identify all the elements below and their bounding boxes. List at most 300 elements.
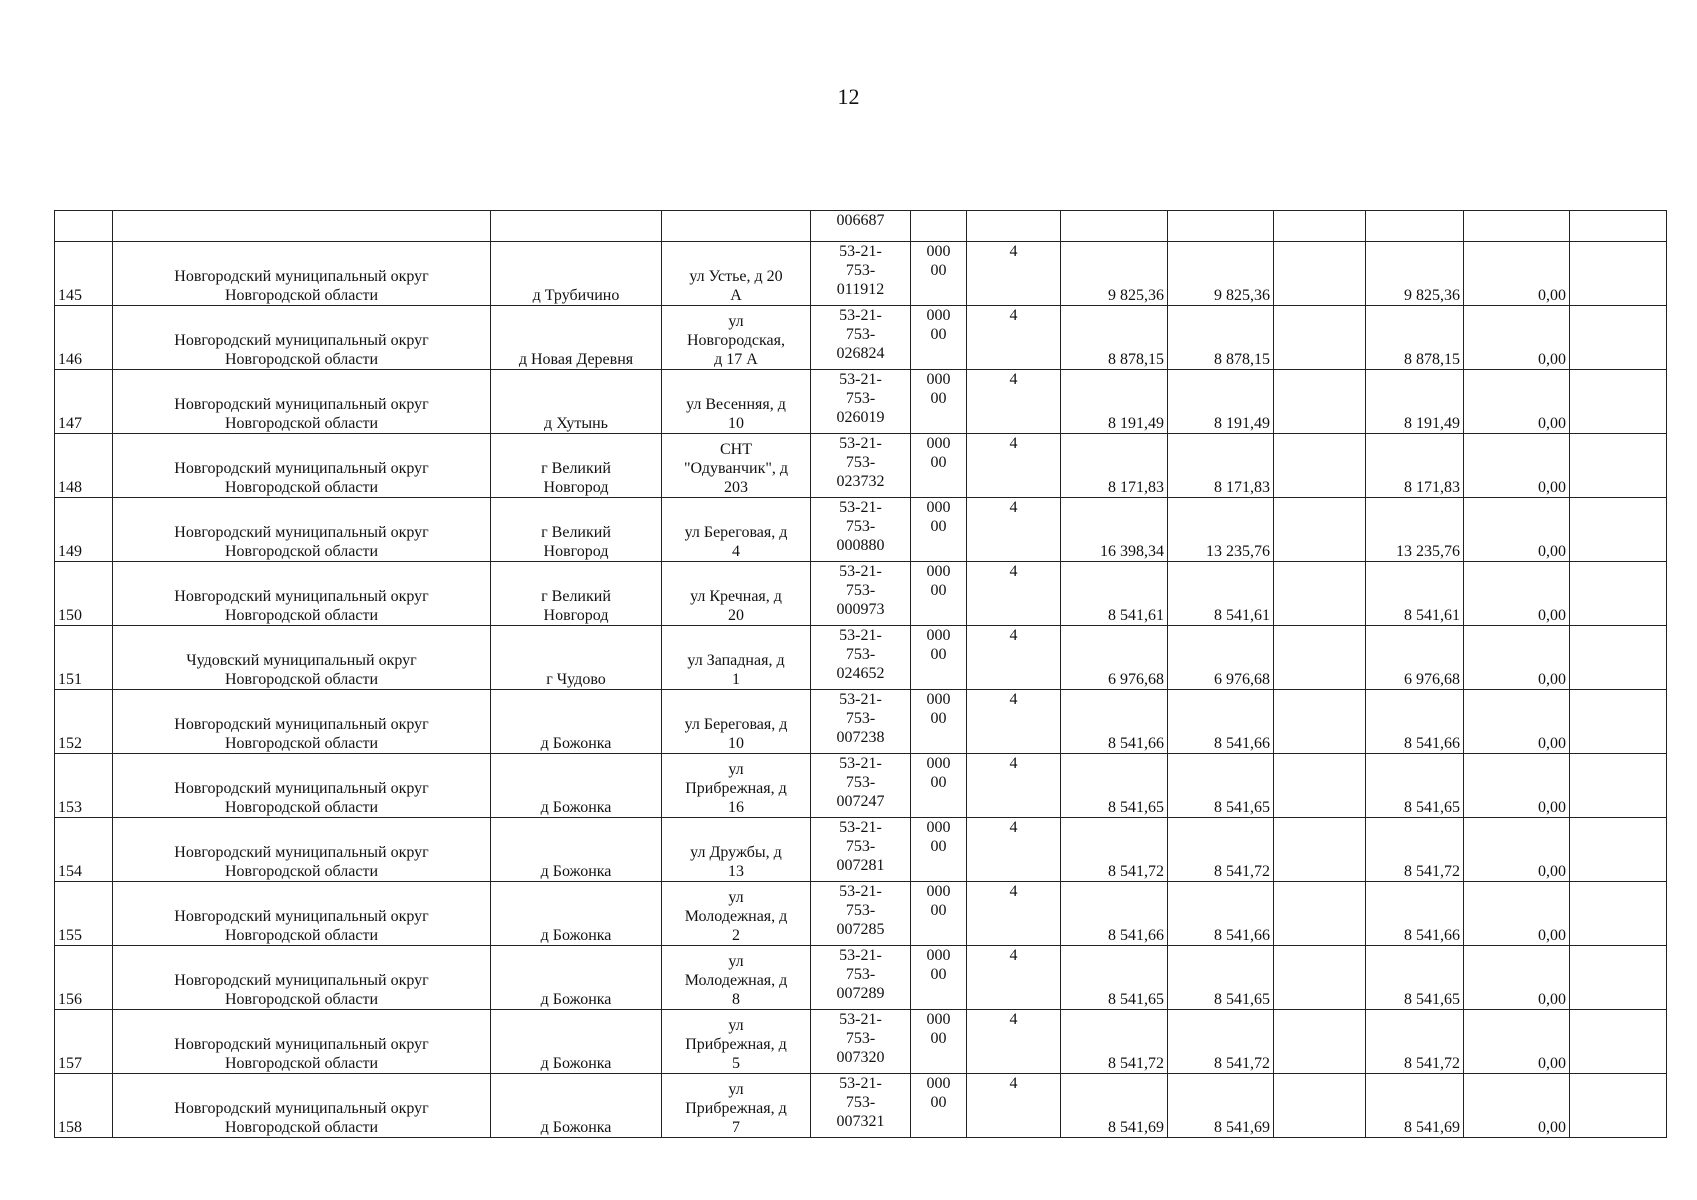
code-suffix-cell [911, 818, 967, 882]
approved-amount-cell-text: 9 825,36 [1404, 287, 1460, 304]
locality-cell-text: д Трубичино [532, 287, 620, 304]
total-amount-cell-text: 8 878,15 [1108, 351, 1164, 368]
cadastral-code-cell-text: 53-21- 753- 024652 [836, 627, 885, 682]
category-cell-text: 4 [1009, 499, 1018, 516]
cadastral-code-cell-text: 53-21- 753- 007247 [836, 755, 885, 810]
row-number [55, 882, 113, 946]
municipality-cell-text: Новгородский муниципальный округ Новгородской области [174, 588, 429, 624]
municipality-cell [113, 498, 491, 562]
remainder-cell-text: 0,00 [1538, 287, 1566, 304]
municipality-cell [113, 946, 491, 1010]
approved-amount-cell [1366, 434, 1464, 498]
municipality-cell-text: Новгородский муниципальный округ Новгородской области [174, 524, 429, 560]
municipality-cell-text: Новгородский муниципальный округ Новгородской области [174, 908, 429, 944]
total-amount-cell-text: 8 541,72 [1108, 1055, 1164, 1072]
row-number-text: 146 [58, 351, 82, 368]
locality-cell-text: д Божонка [540, 799, 612, 816]
municipality-cell-text: Новгородский муниципальный округ Новгородской области [174, 1100, 429, 1136]
table-cell [1168, 211, 1274, 242]
locality-cell [491, 370, 662, 434]
category-cell-text: 4 [1009, 819, 1018, 836]
total-amount-cell-text: 8 541,66 [1108, 735, 1164, 752]
page-number: 12 [837, 84, 860, 109]
locality-cell-text: д Божонка [540, 927, 612, 944]
code-suffix-cell [911, 306, 967, 370]
municipality-cell [113, 562, 491, 626]
empty-cell [1274, 882, 1366, 946]
cadastral-code-cell [811, 882, 911, 946]
empty-cell [1570, 498, 1667, 562]
table-row [55, 818, 1667, 882]
locality-cell-text: д Божонка [540, 1119, 612, 1136]
remainder-cell [1464, 242, 1570, 306]
municipality-cell [113, 754, 491, 818]
total-amount-cell-text: 8 541,66 [1108, 927, 1164, 944]
address-cell-text: ул Устье, д 20 А [689, 268, 783, 304]
approved-amount-cell-text: 8 541,65 [1404, 991, 1460, 1008]
empty-cell [1570, 818, 1667, 882]
locality-cell-text: г Великий Новгород [541, 460, 611, 496]
amount-cell-text: 6 976,68 [1214, 671, 1270, 688]
empty-cell [1274, 754, 1366, 818]
address-cell-text: ул Прибрежная, д 7 [685, 1081, 787, 1136]
code-suffix-cell-text: 000 00 [926, 243, 951, 279]
approved-amount-cell [1366, 882, 1464, 946]
row-number [55, 754, 113, 818]
remainder-cell-text: 0,00 [1538, 1119, 1566, 1136]
address-cell-text: ул Западная, д 1 [687, 652, 785, 688]
municipality-cell-text: Новгородский муниципальный округ Новгородской области [174, 780, 429, 816]
category-cell [967, 1074, 1061, 1138]
municipality-cell [113, 626, 491, 690]
cadastral-code-cell [811, 754, 911, 818]
row-number [55, 242, 113, 306]
approved-amount-cell-text: 8 878,15 [1404, 351, 1460, 368]
amount-cell-text: 8 878,15 [1214, 351, 1270, 368]
category-cell [967, 882, 1061, 946]
code-suffix-cell-text: 000 00 [926, 371, 951, 407]
locality-cell [491, 498, 662, 562]
address-cell [662, 754, 811, 818]
approved-amount-cell-text: 8 541,72 [1404, 863, 1460, 880]
locality-cell [491, 562, 662, 626]
category-cell [967, 626, 1061, 690]
locality-cell [491, 882, 662, 946]
row-number-text: 158 [58, 1119, 82, 1136]
cadastral-code-cell [811, 242, 911, 306]
table-cell [911, 211, 967, 242]
total-amount-cell [1061, 306, 1168, 370]
row-number [55, 690, 113, 754]
cadastral-code-cell-text: 53-21- 753- 000880 [836, 499, 885, 554]
amount-cell-text: 8 191,49 [1214, 415, 1270, 432]
table-row [55, 946, 1667, 1010]
code-suffix-cell [911, 754, 967, 818]
locality-cell-text: д Божонка [540, 1055, 612, 1072]
cadastral-code-cell [811, 562, 911, 626]
amount-cell [1168, 754, 1274, 818]
cadastral-code-cell [811, 818, 911, 882]
table-cell [1464, 211, 1570, 242]
municipality-cell [113, 882, 491, 946]
row-number [55, 562, 113, 626]
category-cell-text: 4 [1009, 755, 1018, 772]
table-cell [662, 211, 811, 242]
amount-cell-text: 8 171,83 [1214, 479, 1270, 496]
table-row [55, 690, 1667, 754]
locality-cell-text: г Чудово [546, 671, 606, 688]
category-cell [967, 242, 1061, 306]
municipality-cell [113, 370, 491, 434]
amount-cell-text: 8 541,72 [1214, 863, 1270, 880]
code-suffix-cell [911, 946, 967, 1010]
category-cell-text: 4 [1009, 371, 1018, 388]
code-suffix-cell [911, 1074, 967, 1138]
cadastral-code-cell [811, 306, 911, 370]
address-cell [662, 306, 811, 370]
empty-cell [1570, 370, 1667, 434]
cadastral-code-cell-text: 53-21- 753- 007281 [836, 819, 885, 874]
category-cell [967, 690, 1061, 754]
row-number [55, 306, 113, 370]
remainder-cell-text: 0,00 [1538, 735, 1566, 752]
row-number-text: 155 [58, 927, 82, 944]
table-cell [967, 211, 1061, 242]
locality-cell [491, 306, 662, 370]
approved-amount-cell-text: 8 541,61 [1404, 607, 1460, 624]
address-cell [662, 370, 811, 434]
amount-cell [1168, 946, 1274, 1010]
approved-amount-cell [1366, 1074, 1464, 1138]
code-suffix-cell [911, 882, 967, 946]
address-cell-text: ул Береговая, д 10 [684, 716, 788, 752]
row-number-text: 151 [58, 671, 82, 688]
approved-amount-cell-text: 8 541,66 [1404, 735, 1460, 752]
code-suffix-cell-text: 000 00 [926, 691, 951, 727]
approved-amount-cell [1366, 306, 1464, 370]
row-number-text: 150 [58, 607, 82, 624]
amount-cell-text: 8 541,66 [1214, 735, 1270, 752]
total-amount-cell [1061, 498, 1168, 562]
row-number-text: 148 [58, 479, 82, 496]
approved-amount-cell-text: 13 235,76 [1396, 543, 1460, 560]
empty-cell [1274, 1074, 1366, 1138]
total-amount-cell-text: 8 541,72 [1108, 863, 1164, 880]
cadastral-code-cell-text: 53-21- 753- 000973 [836, 563, 885, 618]
cadastral-code-cell [811, 626, 911, 690]
table-cell [1274, 211, 1366, 242]
approved-amount-cell-text: 8 541,72 [1404, 1055, 1460, 1072]
empty-cell [1274, 626, 1366, 690]
approved-amount-cell [1366, 946, 1464, 1010]
table-row [55, 1074, 1667, 1138]
address-cell [662, 1010, 811, 1074]
row-number-text: 145 [58, 287, 82, 304]
address-cell-text: ул Весенняя, д 10 [686, 396, 786, 432]
remainder-cell-text: 0,00 [1538, 991, 1566, 1008]
approved-amount-cell [1366, 498, 1464, 562]
locality-cell [491, 242, 662, 306]
table-row [55, 242, 1667, 306]
row-number [55, 946, 113, 1010]
locality-cell [491, 946, 662, 1010]
total-amount-cell [1061, 242, 1168, 306]
remainder-cell-text: 0,00 [1538, 1055, 1566, 1072]
locality-cell [491, 754, 662, 818]
code-suffix-cell-text: 000 00 [926, 563, 951, 599]
address-cell-text: ул Прибрежная, д 5 [685, 1017, 787, 1072]
locality-cell-text: г Великий Новгород [541, 588, 611, 624]
total-amount-cell-text: 8 191,49 [1108, 415, 1164, 432]
table-cell [491, 211, 662, 242]
municipality-cell [113, 242, 491, 306]
code-suffix-cell-text: 000 00 [926, 627, 951, 663]
cadastral-code-cell-text: 53-21- 753- 007285 [836, 883, 885, 938]
table-cell [1366, 211, 1464, 242]
municipality-cell-text: Новгородский муниципальный округ Новгородской области [174, 1036, 429, 1072]
cadastral-code-cell [811, 946, 911, 1010]
table-cell [55, 211, 113, 242]
address-cell [662, 434, 811, 498]
remainder-cell-text: 0,00 [1538, 927, 1566, 944]
amount-cell [1168, 1074, 1274, 1138]
locality-cell-text: д Божонка [540, 863, 612, 880]
total-amount-cell [1061, 1010, 1168, 1074]
cadastral-code-cell-text: 53-21- 753- 007289 [836, 947, 885, 1002]
remainder-cell [1464, 434, 1570, 498]
remainder-cell [1464, 498, 1570, 562]
empty-cell [1570, 882, 1667, 946]
municipality-cell-text: Новгородский муниципальный округ Новгородской области [174, 844, 429, 880]
remainder-cell-text: 0,00 [1538, 543, 1566, 560]
code-suffix-cell-text: 000 00 [926, 435, 951, 471]
amount-cell [1168, 882, 1274, 946]
amount-cell-text: 8 541,69 [1214, 1119, 1270, 1136]
remainder-cell-text: 0,00 [1538, 607, 1566, 624]
table-cell [1570, 211, 1667, 242]
empty-cell [1274, 242, 1366, 306]
total-amount-cell [1061, 754, 1168, 818]
locality-cell-text: д Божонка [540, 735, 612, 752]
table-row [55, 306, 1667, 370]
amount-cell-text: 9 825,36 [1214, 287, 1270, 304]
approved-amount-cell [1366, 370, 1464, 434]
total-amount-cell [1061, 946, 1168, 1010]
table-row [55, 1010, 1667, 1074]
empty-cell [1570, 1010, 1667, 1074]
empty-cell [1274, 498, 1366, 562]
address-cell [662, 1074, 811, 1138]
code-suffix-cell-text: 000 00 [926, 1075, 951, 1111]
row-number [55, 626, 113, 690]
remainder-cell [1464, 562, 1570, 626]
amount-cell [1168, 1010, 1274, 1074]
empty-cell [1570, 242, 1667, 306]
approved-amount-cell-text: 8 541,66 [1404, 927, 1460, 944]
code-suffix-cell [911, 1010, 967, 1074]
remainder-cell [1464, 818, 1570, 882]
remainder-cell-text: 0,00 [1538, 671, 1566, 688]
cadastral-code-tail: 006687 [811, 211, 911, 242]
amount-cell [1168, 626, 1274, 690]
address-cell-text: ул Прибрежная, д 16 [685, 761, 787, 816]
remainder-cell [1464, 306, 1570, 370]
category-cell-text: 4 [1009, 1075, 1018, 1092]
total-amount-cell-text: 8 541,65 [1108, 799, 1164, 816]
empty-cell [1570, 626, 1667, 690]
row-number-text: 147 [58, 415, 82, 432]
table-cell [113, 211, 491, 242]
municipality-cell [113, 818, 491, 882]
remainder-cell [1464, 1010, 1570, 1074]
address-cell-text: СНТ "Одуванчик", д 203 [683, 441, 789, 496]
approved-amount-cell-text: 8 541,69 [1404, 1119, 1460, 1136]
cadastral-code-cell-text: 53-21- 753- 007321 [836, 1075, 885, 1130]
category-cell-text: 4 [1009, 691, 1018, 708]
row-number-text: 152 [58, 735, 82, 752]
total-amount-cell [1061, 434, 1168, 498]
address-cell-text: ул Молодежная, д 8 [684, 953, 788, 1008]
amount-cell [1168, 434, 1274, 498]
remainder-cell [1464, 626, 1570, 690]
empty-cell [1274, 818, 1366, 882]
category-cell-text: 4 [1009, 1011, 1018, 1028]
table-row [55, 434, 1667, 498]
amount-cell [1168, 690, 1274, 754]
address-cell [662, 946, 811, 1010]
address-cell [662, 562, 811, 626]
code-suffix-cell [911, 498, 967, 562]
row-number-text: 149 [58, 543, 82, 560]
total-amount-cell-text: 9 825,36 [1108, 287, 1164, 304]
remainder-cell-text: 0,00 [1538, 415, 1566, 432]
total-amount-cell [1061, 370, 1168, 434]
table-row [55, 754, 1667, 818]
amount-cell [1168, 370, 1274, 434]
address-cell-text: ул Береговая, д 4 [684, 524, 788, 560]
amount-cell [1168, 818, 1274, 882]
cadastral-code-cell [811, 434, 911, 498]
locality-cell-text: г Великий Новгород [541, 524, 611, 560]
address-cell-text: ул Дружбы, д 13 [690, 844, 782, 880]
row-number-text: 156 [58, 991, 82, 1008]
total-amount-cell-text: 8 541,61 [1108, 607, 1164, 624]
cadastral-code-cell-text: 53-21- 753- 026019 [836, 371, 885, 426]
code-suffix-cell [911, 562, 967, 626]
cadastral-code-cell [811, 1074, 911, 1138]
row-number [55, 818, 113, 882]
approved-amount-cell [1366, 1010, 1464, 1074]
total-amount-cell-text: 8 171,83 [1108, 479, 1164, 496]
category-cell [967, 562, 1061, 626]
cadastral-code-cell-text: 53-21- 753- 011912 [836, 243, 885, 298]
category-cell [967, 754, 1061, 818]
locality-cell-text: д Божонка [540, 991, 612, 1008]
municipality-cell-text: Новгородский муниципальный округ Новгородской области [174, 716, 429, 752]
cadastral-code-cell [811, 498, 911, 562]
amount-cell [1168, 562, 1274, 626]
category-cell [967, 434, 1061, 498]
remainder-cell [1464, 882, 1570, 946]
cadastral-code-cell-text: 53-21- 753- 026824 [836, 307, 885, 362]
locality-cell [491, 434, 662, 498]
address-cell-text: ул Кречная, д 20 [690, 588, 782, 624]
category-cell [967, 1010, 1061, 1074]
category-cell-text: 4 [1009, 435, 1018, 452]
approved-amount-cell [1366, 242, 1464, 306]
municipality-cell [113, 306, 491, 370]
approved-amount-cell [1366, 562, 1464, 626]
category-cell [967, 946, 1061, 1010]
amount-cell-text: 8 541,72 [1214, 1055, 1270, 1072]
total-amount-cell [1061, 690, 1168, 754]
code-suffix-cell [911, 434, 967, 498]
code-suffix-cell [911, 690, 967, 754]
code-suffix-cell-text: 000 00 [926, 1011, 951, 1047]
approved-amount-cell-text: 8 171,83 [1404, 479, 1460, 496]
cadastral-code-cell [811, 370, 911, 434]
approved-amount-cell [1366, 754, 1464, 818]
empty-cell [1274, 946, 1366, 1010]
municipality-cell [113, 690, 491, 754]
locality-cell [491, 690, 662, 754]
code-suffix-cell [911, 370, 967, 434]
amount-cell-text: 13 235,76 [1206, 543, 1270, 560]
amount-cell-text: 8 541,65 [1214, 799, 1270, 816]
row-number [55, 1074, 113, 1138]
amount-cell [1168, 498, 1274, 562]
amount-cell-text: 8 541,66 [1214, 927, 1270, 944]
address-cell [662, 498, 811, 562]
category-cell [967, 306, 1061, 370]
code-suffix-cell-text: 000 00 [926, 499, 951, 535]
registry-table [54, 210, 1667, 1138]
row-number [55, 370, 113, 434]
code-suffix-cell-text: 000 00 [926, 307, 951, 343]
row-number-text: 154 [58, 863, 82, 880]
address-cell [662, 690, 811, 754]
empty-cell [1570, 946, 1667, 1010]
municipality-cell-text: Новгородский муниципальный округ Новгородской области [174, 332, 429, 368]
empty-cell [1570, 306, 1667, 370]
category-cell [967, 370, 1061, 434]
approved-amount-cell-text: 8 191,49 [1404, 415, 1460, 432]
code-suffix-cell [911, 242, 967, 306]
row-number-text: 153 [58, 799, 82, 816]
approved-amount-cell [1366, 818, 1464, 882]
remainder-cell [1464, 754, 1570, 818]
locality-cell [491, 1010, 662, 1074]
category-cell-text: 4 [1009, 947, 1018, 964]
total-amount-cell [1061, 818, 1168, 882]
row-number [55, 434, 113, 498]
table-row [55, 562, 1667, 626]
locality-cell [491, 818, 662, 882]
cadastral-code-cell [811, 1010, 911, 1074]
empty-cell [1274, 306, 1366, 370]
total-amount-cell [1061, 1074, 1168, 1138]
remainder-cell [1464, 946, 1570, 1010]
approved-amount-cell [1366, 690, 1464, 754]
empty-cell [1274, 1010, 1366, 1074]
municipality-cell-text: Новгородский муниципальный округ Новгородской области [174, 972, 429, 1008]
code-suffix-cell-text: 000 00 [926, 883, 951, 919]
total-amount-cell [1061, 882, 1168, 946]
remainder-cell [1464, 690, 1570, 754]
locality-cell [491, 1074, 662, 1138]
category-cell-text: 4 [1009, 883, 1018, 900]
remainder-cell-text: 0,00 [1538, 799, 1566, 816]
